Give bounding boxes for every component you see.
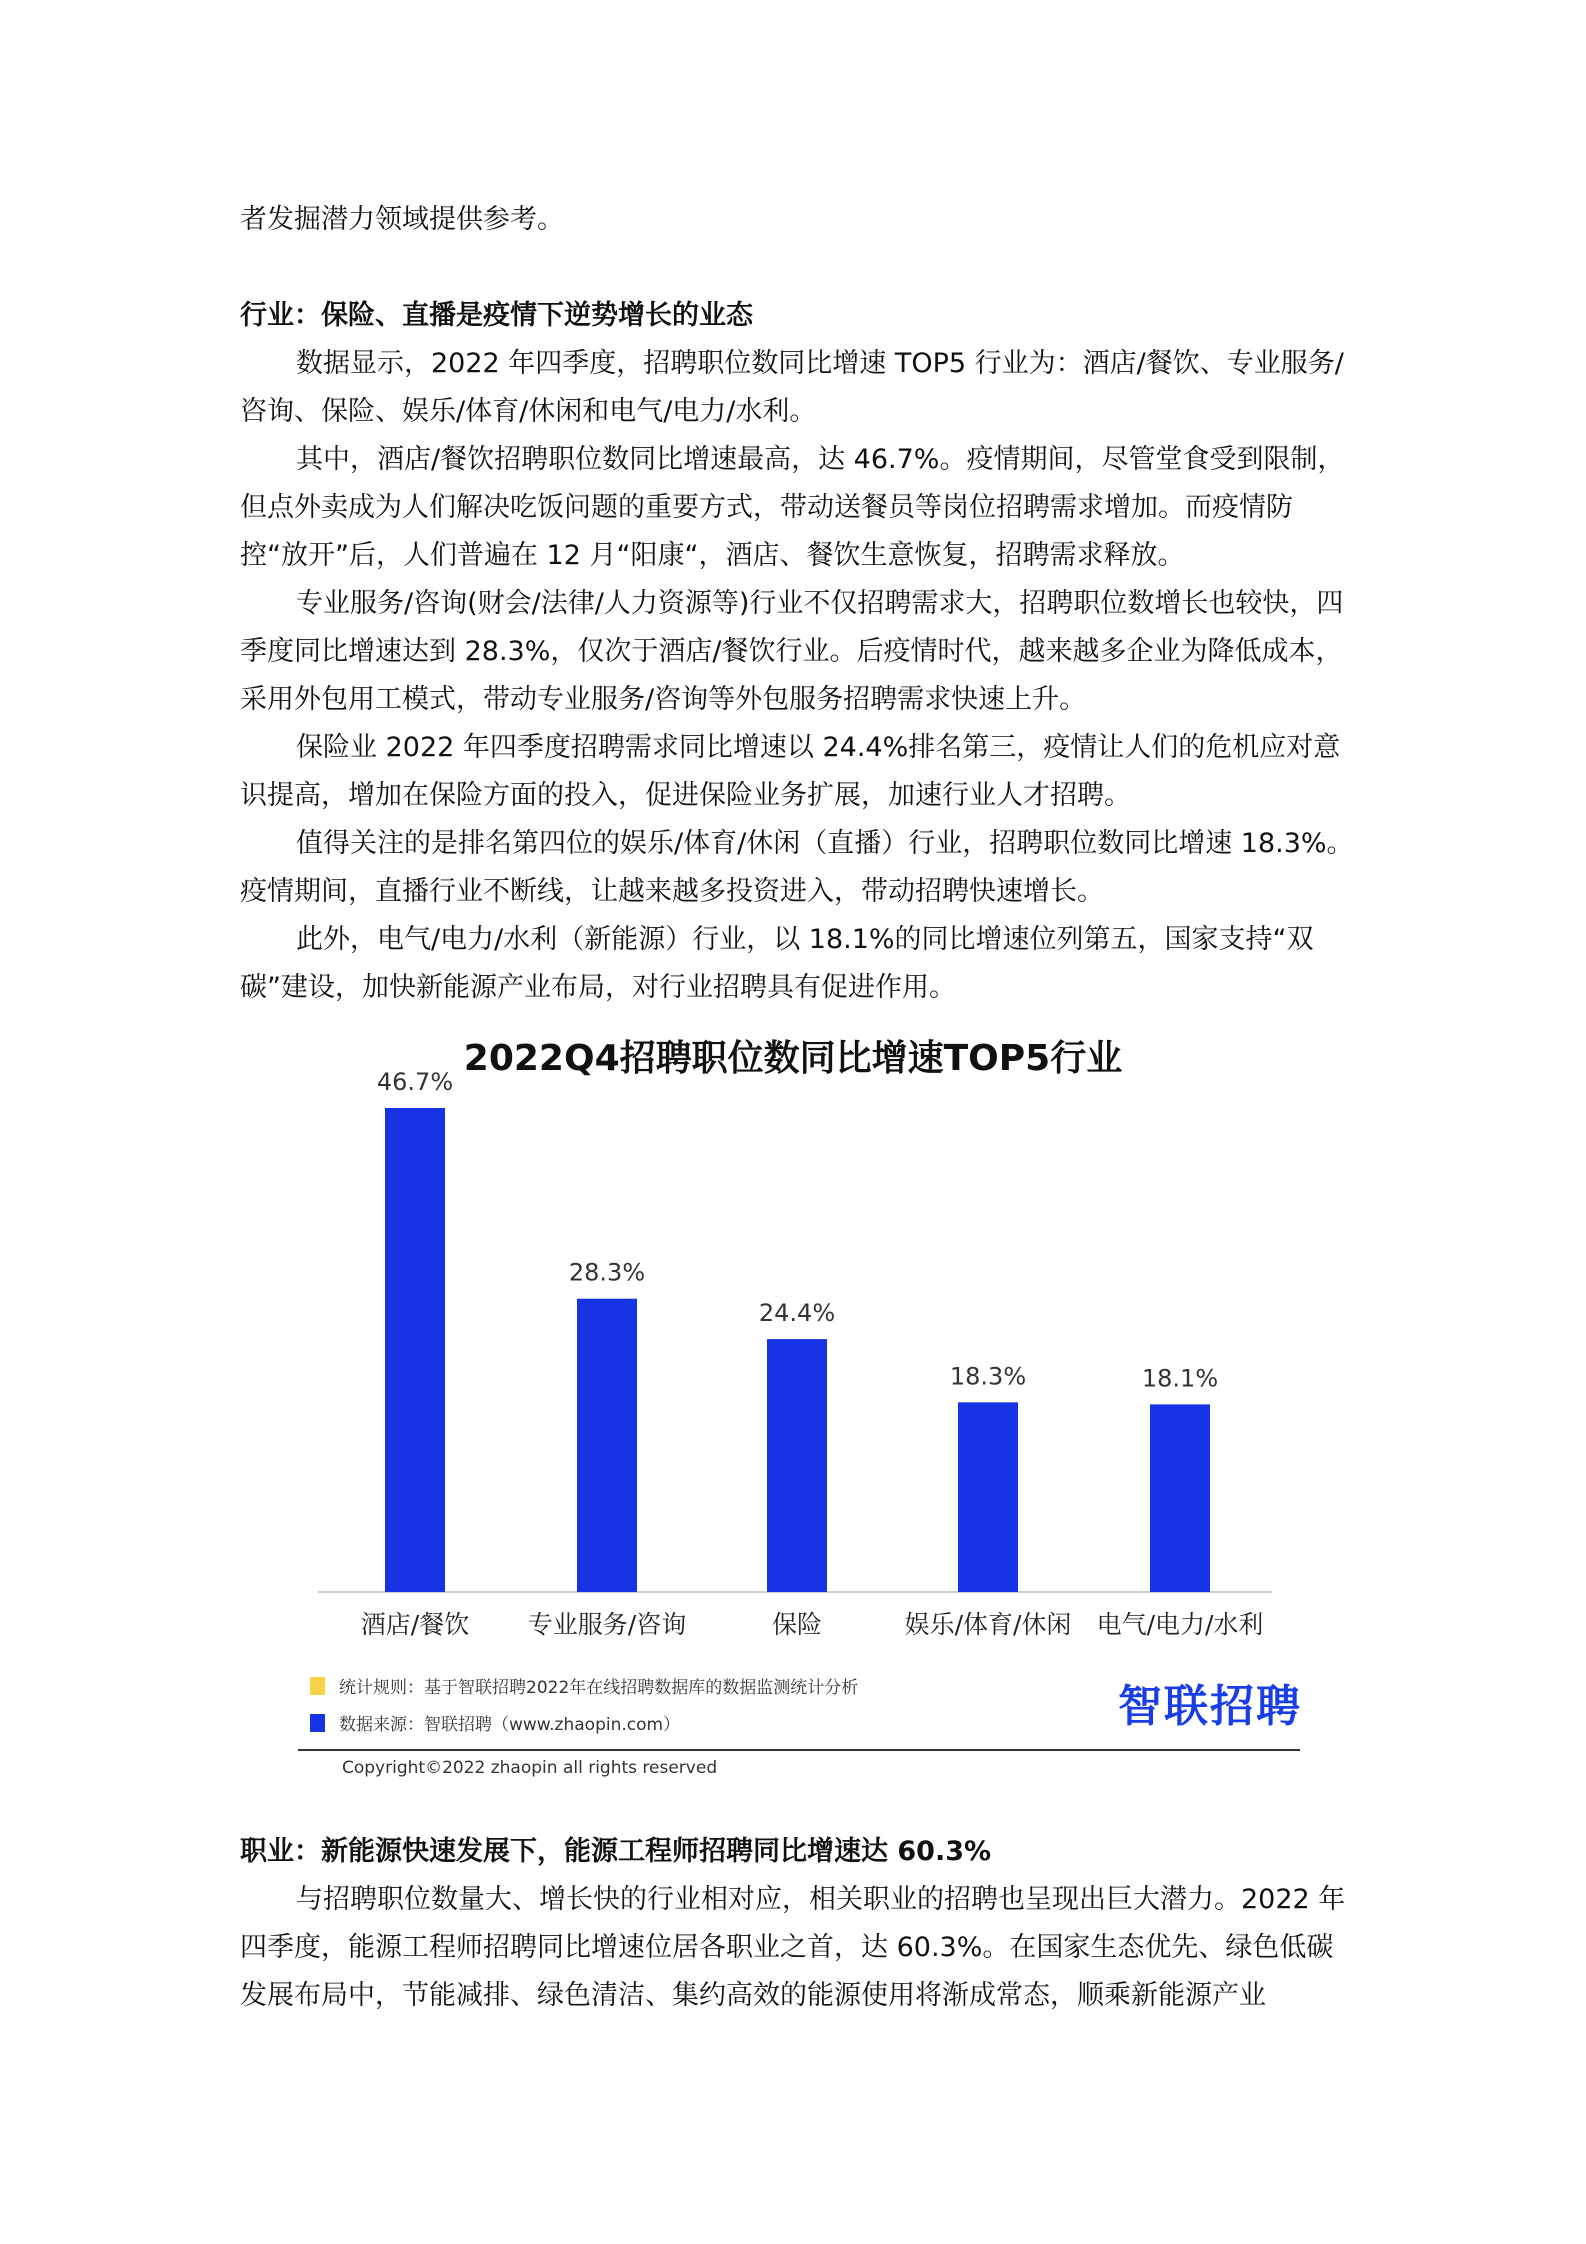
intro-fragment: 者发掘潜力领域提供参考。 (240, 204, 564, 235)
section-heading-industry: 行业：保险、直播是疫情下逆势增长的业态 (240, 300, 753, 331)
category-label-1: 酒店/餐饮 (360, 1610, 470, 1639)
bar-3 (767, 1339, 827, 1592)
section-heading-occupation: 职业：新能源快速发展下，能源工程师招聘同比增速达 60.3% (240, 1836, 992, 1867)
footer-divider (298, 1749, 1300, 1751)
legend-stat-rule (310, 1673, 858, 1698)
legend-stat-rule-text: 统计规则：基于智联招聘2022年在线招聘数据库的数据监测统计分析 (339, 1678, 859, 1698)
legend-data-source-text: 数据来源：智联招聘（www.zhaopin.com） (339, 1715, 681, 1735)
bar-value-label-5: 18.1% (1141, 1364, 1219, 1393)
paragraph-energy-engineer: 与招聘职位数量大、增长快的行业相对应，相关职业的招聘也呈现出巨大潜力。2022 年四季度，能源工程师招聘同比增速位居各职业之首，达 60.3%。在国家生态优先、绿色低碳发展布局中，节能减排、绿色清洁、集约高效的能源使用将渐成常态，顺乘新能源产业 (240, 1884, 1346, 2011)
zhaopin-logo: 智联招聘 (1118, 1681, 1302, 1732)
chart-title: 2022Q4招聘职位数同比增速TOP5行业 (463, 1038, 1123, 1079)
copyright-text: Copyright©2022 zhaopin all rights reserved (342, 1758, 718, 1778)
legend-swatch-yellow (310, 1677, 325, 1695)
bar-4 (958, 1402, 1018, 1592)
paragraph-electric-power: 此外，电气/电力/水利（新能源）行业，以 18.1%的同比增速位列第五，国家支持“双碳”建设，加快新能源产业布局，对行业招聘具有促进作用。 (240, 924, 1314, 1003)
category-label-2: 专业服务/咨询 (527, 1610, 687, 1639)
category-label-5: 电气/电力/水利 (1096, 1610, 1264, 1639)
paragraph-top5-summary: 数据显示，2022 年四季度，招聘职位数同比增速 TOP5 行业为：酒店/餐饮、专业服务/咨询、保险、娱乐/体育/休闲和电气/电力/水利。 (240, 348, 1344, 427)
paragraph-entertainment: 值得关注的是排名第四位的娱乐/体育/休闲（直播）行业，招聘职位数同比增速 18.3%。疫情期间，直播行业不断线，让越来越多投资进入，带动招聘快速增长。 (240, 828, 1354, 907)
bar-value-label-1: 46.7% (376, 1068, 454, 1096)
legend-data-source (310, 1710, 680, 1735)
category-label-4: 娱乐/体育/休闲 (904, 1610, 1072, 1639)
bar-value-label-4: 18.3% (949, 1362, 1027, 1391)
bar-value-label-3: 24.4% (758, 1299, 836, 1328)
paragraph-insurance: 保险业 2022 年四季度招聘需求同比增速以 24.4%排名第三，疫情让人们的危机应对意识提高，增加在保险方面的投入，促进保险业务扩展，加速行业人才招聘。 (240, 732, 1341, 811)
bar-2 (577, 1299, 637, 1592)
bar-5 (1150, 1404, 1210, 1592)
legend-swatch-blue (310, 1714, 325, 1732)
paragraph-hotel-catering: 其中，酒店/餐饮招聘职位数同比增速最高，达 46.7%。疫情期间，尽管堂食受到限制，但点外卖成为人们解决吃饭问题的重要方式，带动送餐员等岗位招聘需求增加。而疫情防控“放开”后，人们普遍在 12 月“阳康“，酒店、餐饮生意恢复，招聘需求释放。 (240, 444, 1345, 571)
category-label-3: 保险 (771, 1610, 823, 1639)
paragraph-professional-services: 专业服务/咨询(财会/法律/人力资源等)行业不仅招聘需求大，招聘职位数增长也较快，四季度同比增速达到 28.3%，仅次于酒店/餐饮行业。后疫情时代，越来越多企业为降低成本，采用外包用工模式，带动专业服务/咨询等外包服务招聘需求快速上升。 (240, 588, 1344, 715)
bar-1 (385, 1108, 445, 1592)
bar-value-label-2: 28.3% (568, 1258, 646, 1287)
